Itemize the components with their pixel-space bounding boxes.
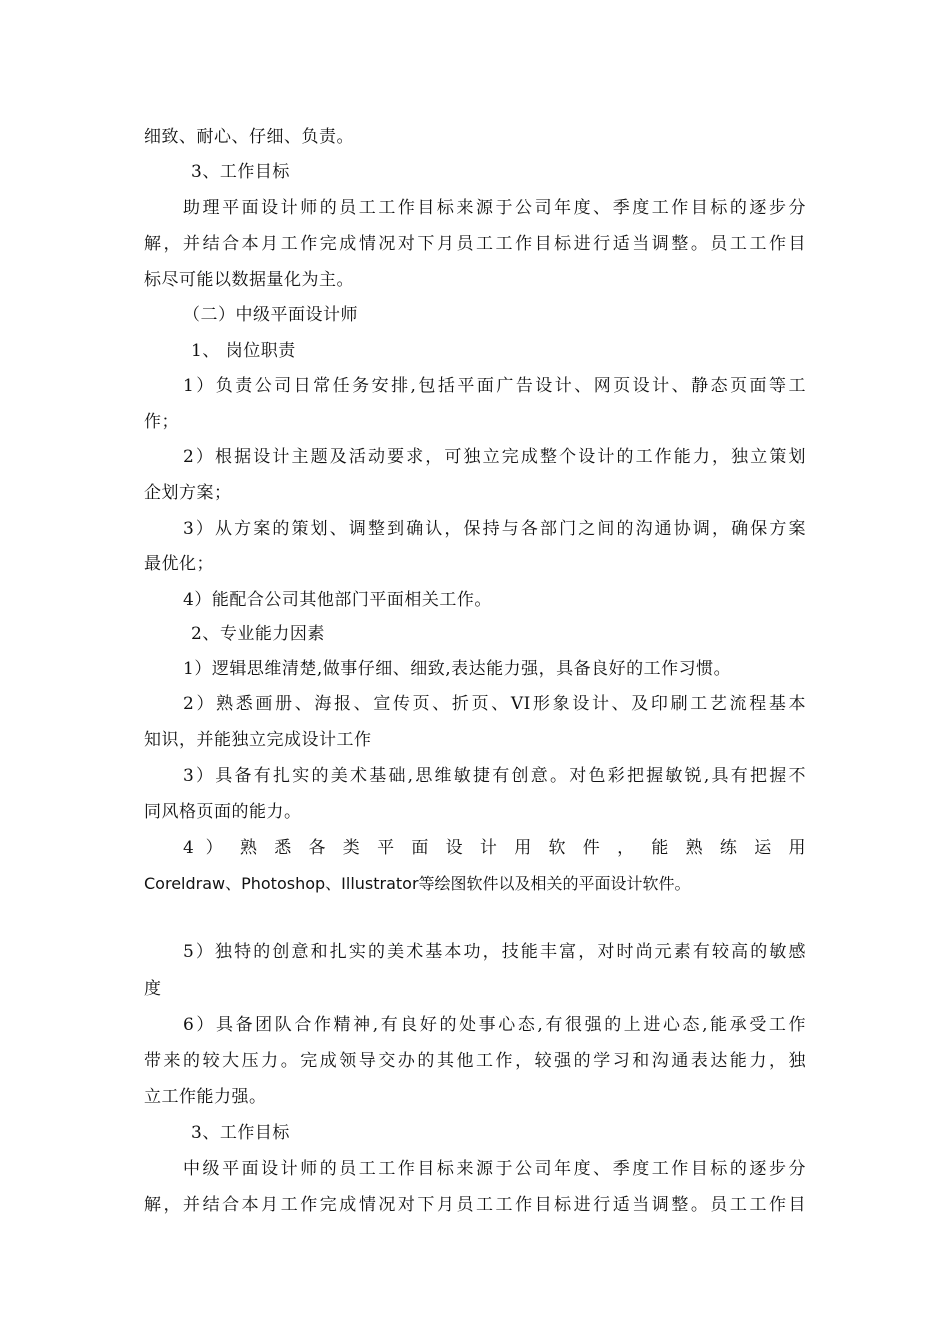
section-heading: 3、工作目标: [191, 1123, 290, 1143]
paragraph-line: 中级平面设计师的员工工作目标来源于公司年度、季度工作目标的逐步分: [183, 1159, 806, 1179]
paragraph-line: 6）具备团队合作精神,有良好的处事心态,有很强的上进心态,能承受工作: [183, 1015, 806, 1035]
paragraph-line: 3）从方案的策划、调整到确认，保持与各部门之间的沟通协调，确保方案: [183, 519, 806, 539]
paragraph-line: 1）逻辑思维清楚,做事仔细、细致,表达能力强，具备良好的工作习惯。: [183, 659, 732, 679]
paragraph-line: 标尽可能以数据量化为主。: [144, 270, 354, 290]
paragraph-line: 细致、耐心、仔细、负责。: [144, 127, 354, 147]
paragraph-line: 同风格页面的能力。: [144, 802, 302, 822]
paragraph-line: 4）能配合公司其他部门平面相关工作。: [183, 590, 492, 610]
paragraph-line: 解，并结合本月工作完成情况对下月员工工作目标进行适当调整。员工工作目: [144, 1195, 806, 1215]
section-heading: （二）中级平面设计师: [183, 305, 358, 325]
paragraph-line: 企划方案；: [144, 483, 232, 503]
section-heading: 3、工作目标: [191, 162, 290, 182]
paragraph-line: 度: [144, 979, 162, 999]
paragraph-line: 3）具备有扎实的美术基础,思维敏捷有创意。对色彩把握敏锐,具有把握不: [183, 766, 806, 786]
paragraph-line: 作；: [144, 412, 179, 432]
paragraph-line: 5）独特的创意和扎实的美术基本功，技能丰富，对时尚元素有较高的敏感: [183, 942, 806, 962]
paragraph-line: 4 ） 熟 悉 各 类 平 面 设 计 用 软 件 ， 能 熟 练 运 用: [183, 838, 806, 858]
paragraph-line: 1）负责公司日常任务安排,包括平面广告设计、网页设计、静态页面等工: [183, 376, 806, 396]
paragraph-line: 知识，并能独立完成设计工作: [144, 730, 372, 750]
paragraph-line: 最优化；: [144, 554, 214, 574]
section-heading: 2、专业能力因素: [191, 624, 325, 644]
paragraph-line: 带来的较大压力。完成领导交办的其他工作，较强的学习和沟通表达能力，独: [144, 1051, 806, 1071]
paragraph-line: 立工作能力强。: [144, 1087, 267, 1107]
section-heading: 1、 岗位职责: [191, 341, 296, 361]
paragraph-line: 助理平面设计师的员工工作目标来源于公司年度、季度工作目标的逐步分: [183, 198, 806, 218]
paragraph-line: Coreldraw、Photoshop、Illustrator等绘图软件以及相关的平面设计软件。: [144, 874, 691, 893]
paragraph-line: 2）熟悉画册、海报、宣传页、折页、VI形象设计、及印刷工艺流程基本: [183, 694, 806, 714]
paragraph-line: 解，并结合本月工作完成情况对下月员工工作目标进行适当调整。员工工作目: [144, 234, 806, 254]
paragraph-line: 2）根据设计主题及活动要求，可独立完成整个设计的工作能力，独立策划: [183, 447, 806, 467]
